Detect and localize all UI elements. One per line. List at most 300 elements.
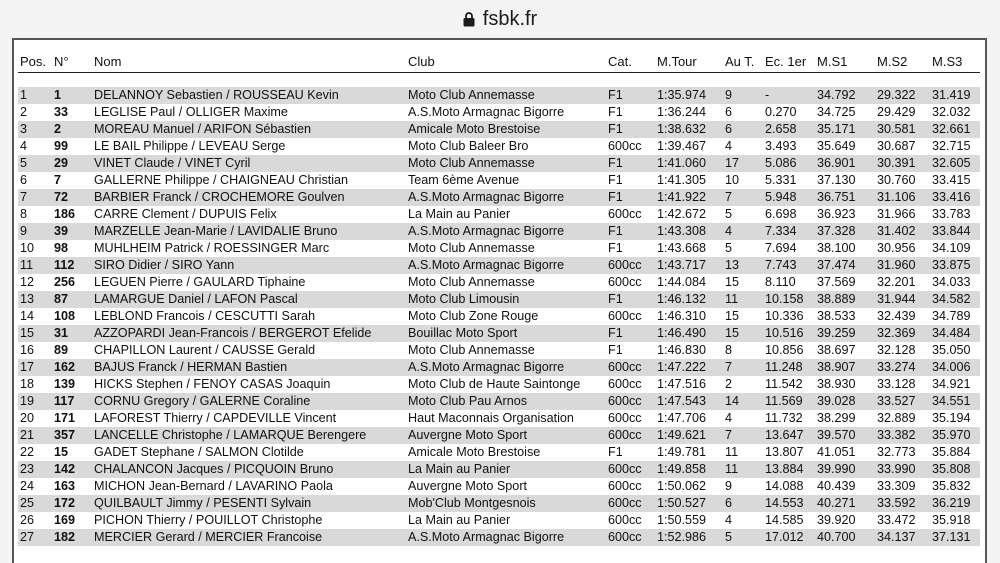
cell-sector1: 38.889	[815, 291, 875, 308]
cell-best-lap: 1:43.668	[657, 241, 707, 255]
cell-sector2: 33.472	[877, 513, 916, 527]
cell-best-lap: 1:44.084	[657, 275, 707, 289]
table-row	[18, 172, 980, 189]
cell-club: Mob'Club Montgesnois	[406, 495, 606, 512]
cell-gap: 14.585	[765, 513, 804, 527]
cell-lap: 9	[723, 87, 763, 104]
cell-pos: 24	[20, 479, 35, 493]
table-row	[18, 155, 980, 172]
cell-sector2: 31.960	[875, 257, 932, 274]
cell-sector1: 36.901	[815, 155, 875, 172]
cell-lap: 4	[723, 223, 763, 240]
cell-sector1: 38.100	[817, 241, 856, 255]
cell-lap: 5	[725, 207, 733, 221]
cell-sector2: 33.527	[875, 393, 932, 410]
cell-pos: 11	[18, 257, 52, 274]
cell-category: 600cc	[608, 513, 642, 527]
column-header-name: Nom	[92, 50, 406, 73]
table-row	[18, 104, 980, 121]
cell-gap: 7.694	[765, 241, 797, 255]
lock-icon	[463, 12, 475, 27]
cell-sector2: 30.956	[877, 241, 916, 255]
cell-sector1: 40.700	[815, 529, 875, 546]
cell-best-lap: 1:46.132	[655, 291, 723, 308]
table-row	[18, 138, 980, 155]
cell-name: LEGUEN Pierre / GAULARD Tiphaine	[94, 275, 306, 289]
cell-number: 256	[54, 275, 76, 289]
cell-club: Bouillac Moto Sport	[406, 325, 606, 342]
cell-club: A.S.Moto Armagnac Bigorre	[406, 223, 606, 240]
cell-category: 600cc	[606, 257, 655, 274]
cell-best-lap: 1:49.781	[657, 445, 707, 459]
column-header-sector1: M.S1	[815, 50, 875, 73]
cell-gap: 10.336	[765, 309, 804, 323]
cell-number: 182	[52, 529, 92, 546]
cell-number: 112	[52, 257, 92, 274]
cell-gap: 10.516	[763, 325, 815, 342]
cell-lap: 6	[725, 105, 733, 119]
cell-best-lap: 1:43.308	[655, 223, 723, 240]
cell-number: 99	[54, 139, 69, 153]
cell-best-lap: 1:49.858	[655, 461, 723, 478]
cell-number: 142	[52, 461, 92, 478]
cell-number: 7	[54, 173, 62, 187]
cell-lap: 4	[725, 411, 733, 425]
cell-number: 87	[52, 291, 92, 308]
cell-sector2: 31.966	[877, 207, 916, 221]
cell-sector1: 39.259	[815, 325, 875, 342]
cell-gap: 8.110	[765, 275, 796, 289]
cell-lap: 15	[725, 275, 740, 289]
cell-name: PICHON Thierry / POUILLOT Christophe	[94, 513, 323, 527]
cell-sector3: 34.551	[932, 393, 980, 410]
cell-best-lap: 1:47.222	[655, 359, 723, 376]
cell-gap: 10.856	[765, 343, 804, 357]
cell-club: Moto Club Limousin	[406, 291, 606, 308]
address-bar[interactable]	[0, 0, 1000, 38]
cell-sector3: 34.582	[932, 291, 980, 308]
cell-name: DELANNOY Sebastien / ROUSSEAU Kevin	[92, 87, 406, 104]
table-row	[18, 427, 980, 444]
cell-pos: 15	[18, 325, 52, 342]
column-header-gap: Ec. 1er	[763, 50, 815, 73]
cell-club: Team 6ème Avenue	[408, 173, 520, 187]
cell-best-lap: 1:50.062	[657, 479, 707, 493]
cell-best-lap: 1:47.706	[657, 411, 707, 425]
cell-gap: 5.948	[763, 189, 815, 206]
cell-best-lap: 1:43.717	[655, 257, 723, 274]
cell-gap: 5.086	[763, 155, 815, 172]
cell-lap: 11	[723, 461, 763, 478]
cell-club: Moto Club Pau Arnos	[406, 393, 606, 410]
cell-category: F1	[608, 445, 623, 459]
cell-name: CARRE Clement / DUPUIS Felix	[94, 207, 277, 221]
cell-pos: 2	[20, 105, 28, 119]
cell-name: GALLERNE Philippe / CHAIGNEAU Christian	[94, 173, 349, 187]
cell-name: CORNU Gregory / GALERNE Coraline	[92, 393, 406, 410]
cell-number: 162	[52, 359, 92, 376]
cell-lap: 5	[723, 529, 763, 546]
cell-category: F1	[608, 241, 623, 255]
cell-number: 33	[54, 105, 69, 119]
cell-sector1: 34.792	[815, 87, 875, 104]
cell-pos: 1	[18, 87, 52, 104]
cell-lap: 7	[723, 427, 763, 444]
cell-sector1: 39.028	[815, 393, 875, 410]
cell-gap: 11.248	[763, 359, 815, 376]
cell-gap: 3.493	[765, 139, 797, 153]
table-header-row	[18, 50, 980, 73]
cell-number: 98	[54, 241, 69, 255]
results-table	[18, 50, 980, 546]
cell-name: BAJUS Franck / HERMAN Bastien	[92, 359, 406, 376]
cell-category: 600cc	[608, 139, 642, 153]
cell-sector1: 38.299	[817, 411, 856, 425]
cell-category: F1	[606, 291, 655, 308]
cell-best-lap: 1:47.516	[657, 377, 707, 391]
cell-sector3: 34.109	[932, 241, 971, 255]
table-row	[18, 393, 980, 410]
cell-lap: 15	[723, 325, 763, 342]
cell-category: F1	[608, 173, 623, 187]
cell-name: LEGLISE Paul / OLLIGER Maxime	[94, 105, 288, 119]
cell-sector3: 32.032	[932, 105, 971, 119]
cell-best-lap: 1:50.527	[655, 495, 723, 512]
cell-sector2: 31.944	[875, 291, 932, 308]
cell-gap: 0.270	[765, 105, 797, 119]
cell-gap: 13.807	[765, 445, 804, 459]
cell-best-lap: 1:39.467	[657, 139, 707, 153]
cell-sector2: 32.128	[877, 343, 916, 357]
cell-gap: 11.569	[763, 393, 815, 410]
column-header-lap: Au T.	[723, 50, 763, 73]
cell-lap: 10	[725, 173, 740, 187]
cell-sector2: 33.592	[875, 495, 932, 512]
cell-sector2: 31.402	[875, 223, 932, 240]
cell-sector1: 38.907	[815, 359, 875, 376]
cell-sector1: 34.725	[817, 105, 856, 119]
cell-name: MUHLHEIM Patrick / ROESSINGER Marc	[94, 241, 330, 255]
cell-pos: 9	[18, 223, 52, 240]
cell-category: 600cc	[608, 207, 642, 221]
cell-sector3: 33.415	[932, 173, 971, 187]
cell-gap: 7.334	[763, 223, 815, 240]
cell-category: 600cc	[606, 495, 655, 512]
cell-club: Moto Club Annemasse	[406, 155, 606, 172]
cell-club: La Main au Panier	[406, 461, 606, 478]
cell-pos: 7	[18, 189, 52, 206]
cell-category: 600cc	[608, 309, 642, 323]
cell-sector3: 32.605	[932, 155, 980, 172]
table-row	[18, 495, 980, 512]
cell-best-lap: 1:50.559	[657, 513, 707, 527]
table-row	[18, 223, 980, 240]
cell-sector1: 40.439	[817, 479, 856, 493]
cell-category: F1	[606, 189, 655, 206]
cell-sector3: 34.006	[932, 359, 980, 376]
cell-name: HICKS Stephen / FENOY CASAS Joaquin	[94, 377, 331, 391]
header-spacer	[18, 73, 980, 88]
cell-club: La Main au Panier	[408, 207, 511, 221]
cell-name: SIRO Didier / SIRO Yann	[92, 257, 406, 274]
cell-best-lap: 1:46.310	[657, 309, 707, 323]
cell-sector2: 29.322	[875, 87, 932, 104]
cell-name: CHAPILLON Laurent / CAUSSE Gerald	[94, 343, 316, 357]
cell-sector1: 38.697	[817, 343, 856, 357]
cell-best-lap: 1:49.621	[655, 427, 723, 444]
table-row	[18, 189, 980, 206]
cell-sector3: 36.219	[932, 495, 980, 512]
cell-club: Moto Club de Haute Saintonge	[408, 377, 581, 391]
cell-best-lap: 1:47.543	[655, 393, 723, 410]
cell-category: 600cc	[606, 427, 655, 444]
cell-pos: 16	[20, 343, 35, 357]
cell-club: Moto Club Annemasse	[408, 343, 535, 357]
cell-gap: 6.698	[765, 207, 797, 221]
cell-sector2: 32.889	[877, 411, 916, 425]
table-row	[18, 512, 980, 529]
cell-best-lap: 1:41.305	[657, 173, 707, 187]
cell-sector3: 33.783	[932, 207, 971, 221]
cell-club: A.S.Moto Armagnac Bigorre	[406, 189, 606, 206]
cell-sector2: 29.429	[877, 105, 916, 119]
cell-sector3: 33.875	[932, 257, 980, 274]
table-row	[18, 308, 980, 325]
cell-sector2: 34.137	[875, 529, 932, 546]
cell-pos: 3	[18, 121, 52, 138]
cell-name: VINET Claude / VINET Cyril	[92, 155, 406, 172]
cell-best-lap: 1:52.986	[655, 529, 723, 546]
cell-club: La Main au Panier	[408, 513, 511, 527]
cell-number: 139	[54, 377, 76, 391]
cell-pos: 4	[20, 139, 28, 153]
cell-sector1: 39.920	[817, 513, 856, 527]
cell-sector3: 34.921	[932, 377, 971, 391]
cell-sector3: 37.131	[932, 529, 980, 546]
cell-sector2: 33.990	[875, 461, 932, 478]
cell-number: 172	[52, 495, 92, 512]
cell-sector3: 32.715	[932, 139, 971, 153]
cell-club: Moto Club Zone Rouge	[408, 309, 539, 323]
cell-sector3: 35.884	[932, 445, 971, 459]
cell-gap: 14.088	[765, 479, 804, 493]
column-header-club: Club	[406, 50, 606, 73]
cell-category: 600cc	[606, 461, 655, 478]
cell-lap: 6	[723, 121, 763, 138]
cell-sector1: 41.051	[817, 445, 856, 459]
cell-club: Moto Club Annemasse	[408, 275, 535, 289]
cell-club: Moto Club Annemasse	[406, 87, 606, 104]
cell-sector1: 39.990	[815, 461, 875, 478]
cell-club: Auvergne Moto Sport	[406, 427, 606, 444]
cell-name: BARBIER Franck / CROCHEMORE Goulven	[92, 189, 406, 206]
table-row	[18, 291, 980, 308]
cell-gap: 10.158	[763, 291, 815, 308]
cell-sector1: 37.474	[815, 257, 875, 274]
table-row	[18, 376, 980, 393]
cell-pos: 23	[18, 461, 52, 478]
cell-best-lap: 1:41.060	[655, 155, 723, 172]
cell-category: F1	[606, 87, 655, 104]
cell-number: 117	[52, 393, 92, 410]
cell-pos: 21	[18, 427, 52, 444]
cell-sector1: 35.649	[817, 139, 856, 153]
cell-pos: 10	[20, 241, 35, 255]
cell-sector3: 34.789	[932, 309, 971, 323]
cell-sector3: 35.832	[932, 479, 971, 493]
cell-name: MICHON Jean-Bernard / LAVARINO Paola	[94, 479, 333, 493]
cell-pos: 26	[20, 513, 35, 527]
cell-sector2: 30.391	[875, 155, 932, 172]
cell-name: LAMARGUE Daniel / LAFON Pascal	[92, 291, 406, 308]
cell-pos: 6	[20, 173, 28, 187]
cell-gap: 5.331	[765, 173, 797, 187]
cell-number: 15	[54, 445, 69, 459]
cell-pos: 18	[20, 377, 35, 391]
cell-sector3: 33.844	[932, 223, 980, 240]
cell-pos: 12	[20, 275, 35, 289]
cell-sector2: 30.687	[877, 139, 916, 153]
cell-gap: 17.012	[763, 529, 815, 546]
column-header-best-lap: M.Tour	[655, 50, 723, 73]
cell-sector1: 36.751	[815, 189, 875, 206]
cell-gap: 14.553	[763, 495, 815, 512]
table-row	[18, 87, 980, 104]
cell-sector1: 35.171	[815, 121, 875, 138]
column-header-pos: Pos.	[18, 50, 52, 73]
cell-name: CHALANCON Jacques / PICQUOIN Bruno	[92, 461, 406, 478]
cell-best-lap: 1:35.974	[655, 87, 723, 104]
cell-lap: 17	[723, 155, 763, 172]
cell-lap: 11	[725, 445, 739, 459]
cell-lap: 7	[723, 189, 763, 206]
cell-club: Amicale Moto Brestoise	[408, 445, 541, 459]
table-row	[18, 325, 980, 342]
cell-sector2: 33.274	[875, 359, 932, 376]
cell-gap: 13.884	[763, 461, 815, 478]
cell-name: AZZOPARDI Jean-Francois / BERGEROT Efelide	[92, 325, 406, 342]
cell-category: F1	[606, 121, 655, 138]
cell-sector3: 32.661	[932, 121, 980, 138]
cell-number: 357	[52, 427, 92, 444]
cell-category: F1	[606, 325, 655, 342]
table-row	[18, 274, 980, 291]
cell-number: 163	[54, 479, 76, 493]
cell-number: 2	[52, 121, 92, 138]
cell-number: 186	[54, 207, 76, 221]
cell-lap: 4	[725, 513, 733, 527]
cell-category: 600cc	[608, 411, 642, 425]
cell-lap: 9	[725, 479, 733, 493]
cell-sector2: 33.309	[877, 479, 916, 493]
table-row	[18, 121, 980, 138]
cell-category: F1	[608, 105, 623, 119]
cell-sector3: 34.033	[932, 275, 971, 289]
cell-pos: 19	[18, 393, 52, 410]
cell-sector3: 34.484	[932, 325, 980, 342]
cell-pos: 17	[18, 359, 52, 376]
cell-club: Moto Club Annemasse	[408, 241, 535, 255]
cell-name: MOREAU Manuel / ARIFON Sébastien	[92, 121, 406, 138]
cell-pos: 14	[20, 309, 35, 323]
cell-number: 39	[52, 223, 92, 240]
cell-number: 1	[52, 87, 92, 104]
cell-lap: 5	[725, 241, 733, 255]
cell-pos: 8	[20, 207, 28, 221]
cell-sector2: 32.201	[877, 275, 916, 289]
cell-sector3: 35.808	[932, 461, 980, 478]
table-row	[18, 461, 980, 478]
cell-category: 600cc	[608, 275, 642, 289]
cell-name: GADET Stephane / SALMON Clotilde	[94, 445, 304, 459]
cell-gap: 11.542	[765, 377, 803, 391]
table-row	[18, 478, 980, 495]
cell-lap: 6	[723, 495, 763, 512]
cell-sector3: 31.419	[932, 87, 980, 104]
cell-lap: 13	[723, 257, 763, 274]
cell-lap: 4	[725, 139, 733, 153]
cell-sector1: 37.130	[817, 173, 856, 187]
cell-name: MERCIER Gerard / MERCIER Francoise	[92, 529, 406, 546]
cell-category: F1	[606, 223, 655, 240]
cell-category: F1	[606, 155, 655, 172]
cell-pos: 13	[18, 291, 52, 308]
table-row	[18, 444, 980, 461]
cell-sector1: 38.930	[817, 377, 856, 391]
table-row	[18, 529, 980, 546]
table-row	[18, 240, 980, 257]
cell-sector1: 36.923	[817, 207, 856, 221]
cell-lap: 15	[725, 309, 740, 323]
cell-gap: 11.732	[765, 411, 803, 425]
cell-sector2: 32.369	[875, 325, 932, 342]
cell-sector3: 35.050	[932, 343, 971, 357]
table-row	[18, 342, 980, 359]
cell-sector3: 35.918	[932, 513, 971, 527]
cell-number: 89	[54, 343, 69, 357]
cell-sector2: 31.106	[875, 189, 932, 206]
url-text: fsbk.fr	[482, 7, 538, 30]
cell-sector2: 30.760	[877, 173, 916, 187]
cell-pos: 20	[20, 411, 35, 425]
cell-sector1: 37.328	[815, 223, 875, 240]
results-sheet	[12, 38, 987, 563]
cell-category: F1	[608, 343, 623, 357]
cell-lap: 14	[723, 393, 763, 410]
cell-sector1: 38.533	[817, 309, 856, 323]
cell-category: 600cc	[606, 529, 655, 546]
cell-category: 600cc	[608, 479, 642, 493]
cell-club: Amicale Moto Brestoise	[406, 121, 606, 138]
cell-club: A.S.Moto Armagnac Bigorre	[406, 529, 606, 546]
cell-sector3: 35.970	[932, 427, 980, 444]
cell-category: 600cc	[608, 377, 642, 391]
cell-gap: 7.743	[763, 257, 815, 274]
cell-pos: 5	[18, 155, 52, 172]
table-row	[18, 257, 980, 274]
cell-gap: -	[763, 87, 815, 104]
cell-name: LANCELLE Christophe / LAMARQUE Berengere	[92, 427, 406, 444]
cell-pos: 22	[20, 445, 35, 459]
cell-sector2: 33.128	[877, 377, 916, 391]
cell-number: 29	[52, 155, 92, 172]
cell-number: 108	[54, 309, 76, 323]
cell-name: LE BAIL Philippe / LEVEAU Serge	[94, 139, 286, 153]
cell-name: MARZELLE Jean-Marie / LAVIDALIE Bruno	[92, 223, 406, 240]
table-row	[18, 410, 980, 427]
cell-sector3: 33.416	[932, 189, 980, 206]
cell-club: A.S.Moto Armagnac Bigorre	[408, 105, 565, 119]
